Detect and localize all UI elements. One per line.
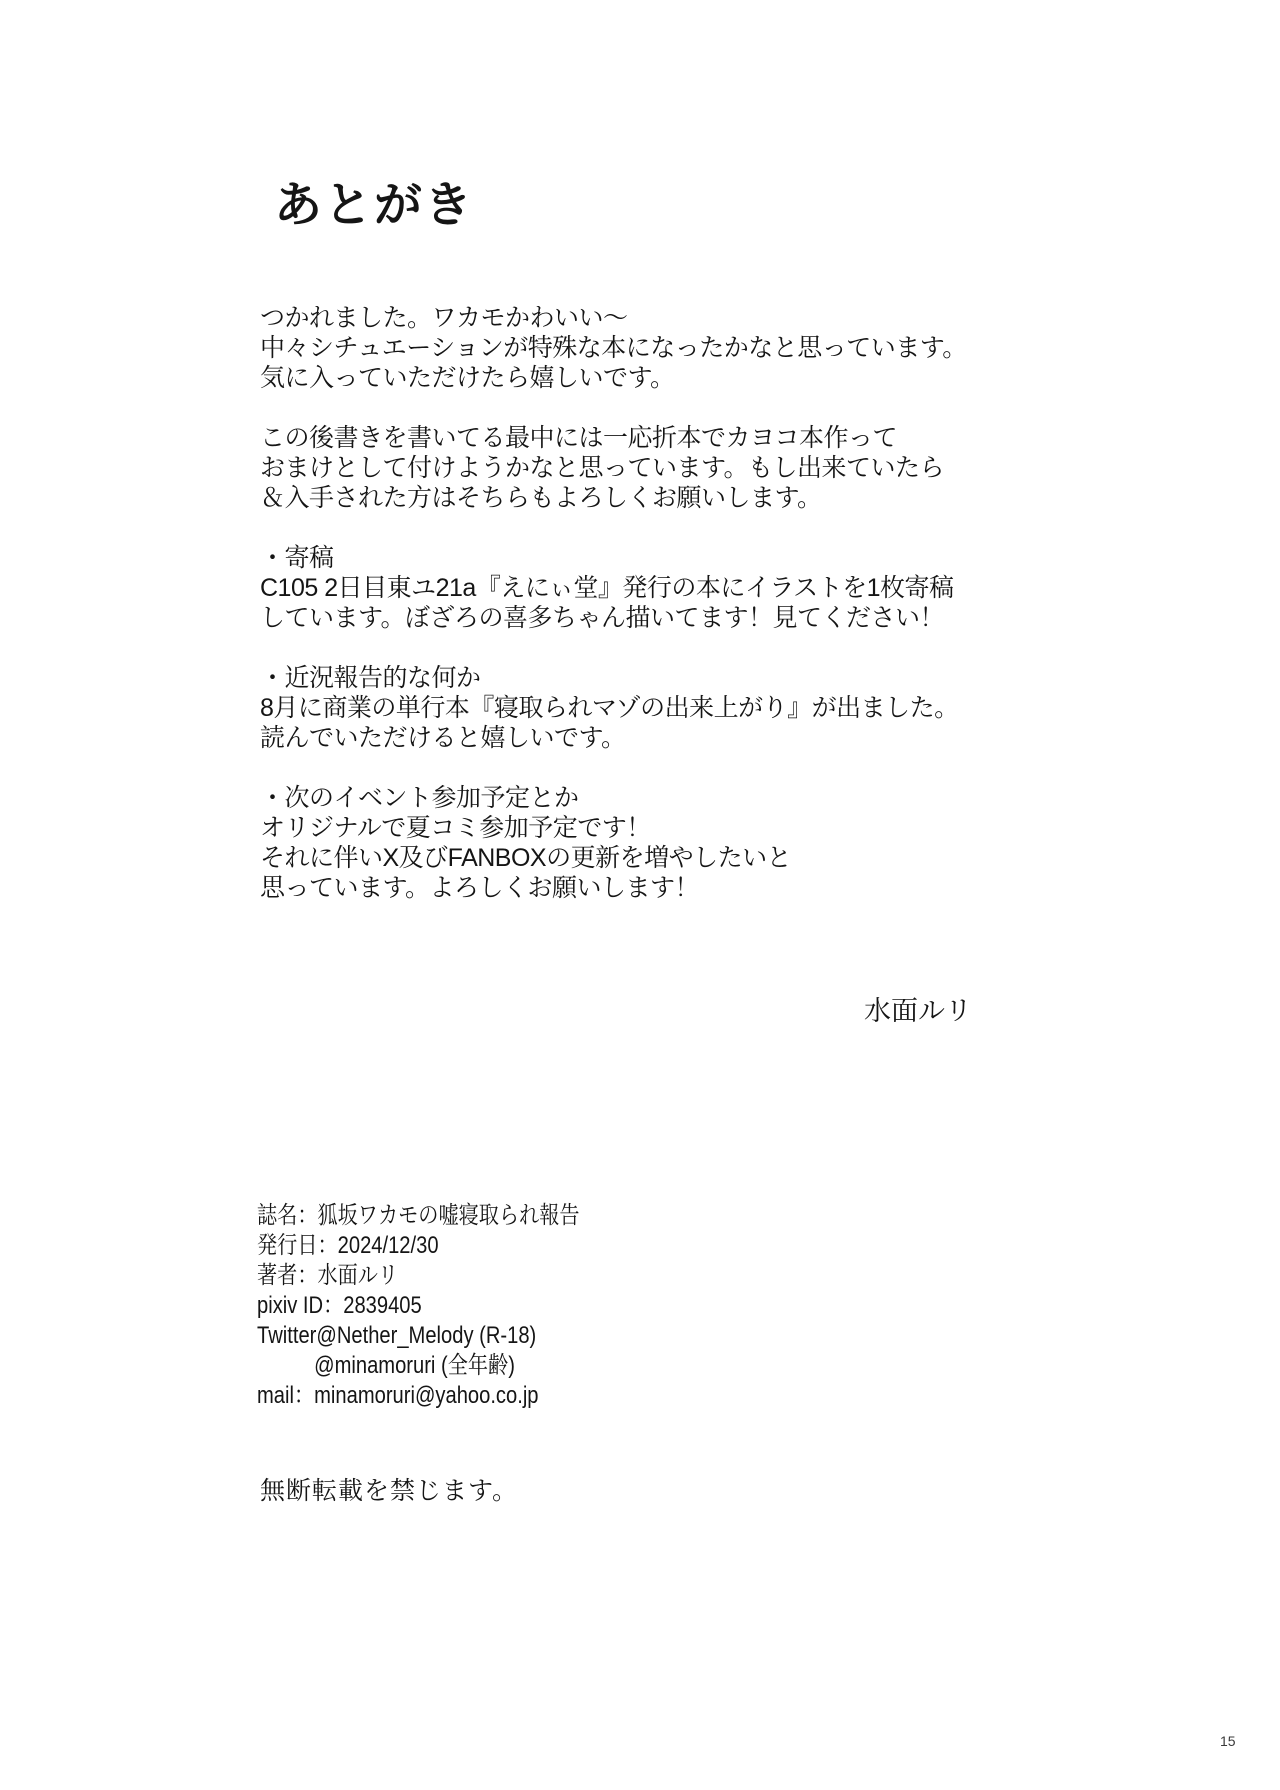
afterword-line: ・次のイベント参加予定とか bbox=[260, 784, 579, 812]
afterword-paragraph bbox=[260, 303, 1080, 393]
afterword-paragraph-status-report bbox=[260, 663, 1080, 753]
colophon-pixiv-id: pixiv ID：2839405 bbox=[257, 1292, 422, 1319]
afterword-line: つかれました。ワカモかわいい～ bbox=[260, 304, 628, 332]
afterword-line: ・寄稿 bbox=[260, 544, 334, 572]
afterword-line: 気に入っていただけたら嬉しいです。 bbox=[260, 364, 675, 392]
afterword-line: 思っています。よろしくお願いします！ bbox=[260, 874, 700, 902]
colophon-twitter-all-ages: @minamoruri (全年齢) bbox=[314, 1352, 515, 1379]
colophon-book-title: 誌名：狐坂ワカモの嘘寝取られ報告 bbox=[257, 1202, 580, 1229]
afterword-line: この後書きを書いてる最中には一応折本でカヨコ本作って bbox=[260, 424, 898, 452]
afterword-line: おまけとして付けようかなと思っています。もし出来ていたら bbox=[260, 454, 945, 482]
afterword-paragraph bbox=[260, 423, 1080, 513]
afterword-line: ・近況報告的な何か bbox=[260, 664, 481, 692]
afterword-line: ＆入手された方はそちらもよろしくお願いします。 bbox=[260, 484, 822, 512]
afterword-line: 中々シチュエーションが特殊な本になったかなと思っています。 bbox=[260, 334, 967, 362]
afterword-line: しています。ぼざろの喜多ちゃん描いてます！見てください！ bbox=[260, 604, 945, 632]
afterword-body bbox=[260, 303, 1080, 933]
page-number: 15 bbox=[1220, 1733, 1236, 1749]
author-signature: 水面ルリ bbox=[864, 996, 972, 1026]
afterword-paragraph-contribution bbox=[260, 543, 1080, 633]
afterword-line: それに伴いX及びFANBOXの更新を増やしたいと bbox=[260, 844, 792, 872]
afterword-line: オリジナルで夏コミ参加予定です！ bbox=[260, 814, 651, 842]
colophon-author: 著者：水面ルリ bbox=[257, 1262, 399, 1289]
colophon-twitter-r18: Twitter@Nether_Melody (R-18) bbox=[257, 1322, 537, 1349]
colophon bbox=[257, 1201, 580, 1411]
afterword-line: 読んでいただけると嬉しいです。 bbox=[260, 724, 626, 752]
page-title: あとがき bbox=[274, 179, 475, 232]
reprint-notice: 無断転載を禁じます。 bbox=[260, 1477, 519, 1505]
afterword-line: C105 2日目東ユ21a『えにぃ堂』発行の本にイラストを1枚寄稿 bbox=[260, 574, 954, 602]
afterword-paragraph-next-event bbox=[260, 783, 1080, 903]
colophon-publish-date: 発行日：2024/12/30 bbox=[257, 1232, 439, 1259]
colophon-mail: mail：minamoruri@yahoo.co.jp bbox=[257, 1382, 539, 1409]
afterword-line: 8月に商業の単行本『寝取られマゾの出来上がり』が出ました。 bbox=[260, 694, 959, 722]
